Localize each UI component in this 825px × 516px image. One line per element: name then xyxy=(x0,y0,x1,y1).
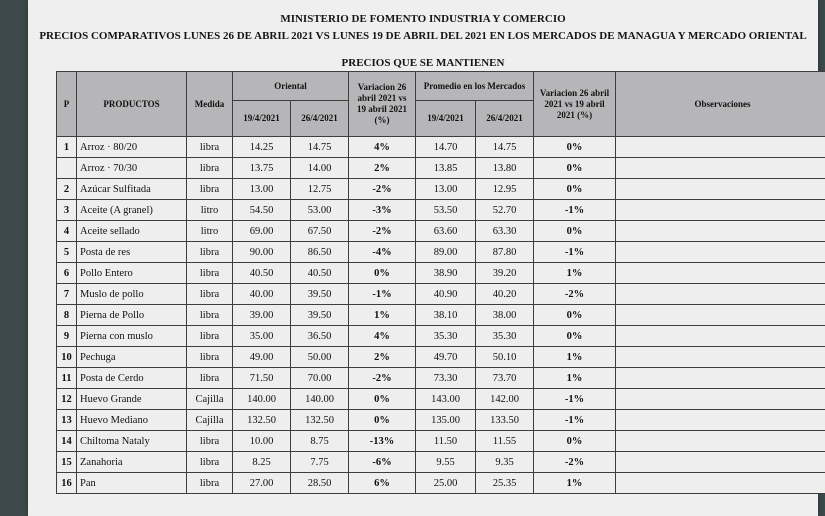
market-price-26: 133.50 xyxy=(476,410,534,431)
market-variation: -2% xyxy=(534,452,616,473)
oriental-variation: -13% xyxy=(349,431,416,452)
observations xyxy=(616,200,825,221)
observations xyxy=(616,431,825,452)
oriental-price-19: 39.00 xyxy=(233,305,291,326)
table-row xyxy=(57,221,825,242)
observations xyxy=(616,158,825,179)
market-variation: 0% xyxy=(534,137,616,158)
oriental-variation: 1% xyxy=(349,305,416,326)
product-name: Huevo Grande xyxy=(77,389,187,410)
row-number: 4 xyxy=(57,221,77,242)
row-number: 2 xyxy=(57,179,77,200)
market-variation: 1% xyxy=(534,347,616,368)
col-header-variacion: Variacion 26 abril 2021 vs 19 abril 2021 (%) xyxy=(349,72,416,137)
market-variation: 1% xyxy=(534,473,616,494)
product-name: Chiltoma Nataly xyxy=(77,431,187,452)
product-name: Zanahoria xyxy=(77,452,187,473)
unit: libra xyxy=(187,137,233,158)
oriental-variation: -4% xyxy=(349,242,416,263)
unit: libra xyxy=(187,242,233,263)
oriental-price-19: 8.25 xyxy=(233,452,291,473)
market-price-26: 12.95 xyxy=(476,179,534,200)
oriental-price-19: 132.50 xyxy=(233,410,291,431)
oriental-price-26: 39.50 xyxy=(291,284,349,305)
col-header-observaciones: Observaciones xyxy=(616,72,825,137)
product-name: Posta de Cerdo xyxy=(77,368,187,389)
market-price-26: 40.20 xyxy=(476,284,534,305)
unit: litro xyxy=(187,200,233,221)
oriental-price-19: 71.50 xyxy=(233,368,291,389)
oriental-price-26: 39.50 xyxy=(291,305,349,326)
oriental-price-26: 40.50 xyxy=(291,263,349,284)
col-header-p: P xyxy=(57,72,77,137)
product-name: Pechuga xyxy=(77,347,187,368)
unit: libra xyxy=(187,326,233,347)
table-row xyxy=(57,137,825,158)
market-price-26: 63.30 xyxy=(476,221,534,242)
product-name: Pierna de Pollo xyxy=(77,305,187,326)
row-number: 6 xyxy=(57,263,77,284)
market-price-19: 35.30 xyxy=(416,326,476,347)
oriental-price-26: 67.50 xyxy=(291,221,349,242)
oriental-price-26: 132.50 xyxy=(291,410,349,431)
market-variation: -1% xyxy=(534,389,616,410)
observations xyxy=(616,137,825,158)
table-row xyxy=(57,242,825,263)
market-price-19: 38.10 xyxy=(416,305,476,326)
market-price-26: 52.70 xyxy=(476,200,534,221)
market-price-19: 25.00 xyxy=(416,473,476,494)
col-header-medida: Medida xyxy=(187,72,233,137)
row-number: 16 xyxy=(57,473,77,494)
row-number: 15 xyxy=(57,452,77,473)
row-number: 14 xyxy=(57,431,77,452)
oriental-price-19: 14.25 xyxy=(233,137,291,158)
row-number: 9 xyxy=(57,326,77,347)
market-variation: -2% xyxy=(534,284,616,305)
oriental-price-19: 10.00 xyxy=(233,431,291,452)
market-price-19: 135.00 xyxy=(416,410,476,431)
market-variation: -1% xyxy=(534,410,616,431)
row-number: 7 xyxy=(57,284,77,305)
oriental-variation: 0% xyxy=(349,263,416,284)
table-row xyxy=(57,200,825,221)
product-name: Azúcar Sulfitada xyxy=(77,179,187,200)
row-number: 12 xyxy=(57,389,77,410)
market-price-26: 13.80 xyxy=(476,158,534,179)
observations xyxy=(616,389,825,410)
oriental-price-19: 90.00 xyxy=(233,242,291,263)
market-price-19: 53.50 xyxy=(416,200,476,221)
oriental-variation: 4% xyxy=(349,137,416,158)
observations xyxy=(616,368,825,389)
oriental-price-19: 54.50 xyxy=(233,200,291,221)
table-row xyxy=(57,326,825,347)
unit: libra xyxy=(187,179,233,200)
market-variation: -1% xyxy=(534,242,616,263)
oriental-variation: 4% xyxy=(349,326,416,347)
row-number: 1 xyxy=(57,137,77,158)
market-price-19: 73.30 xyxy=(416,368,476,389)
market-variation: 0% xyxy=(534,158,616,179)
oriental-price-19: 40.00 xyxy=(233,284,291,305)
unit: libra xyxy=(187,368,233,389)
observations xyxy=(616,263,825,284)
oriental-variation: 0% xyxy=(349,389,416,410)
table-row xyxy=(57,389,825,410)
oriental-price-26: 28.50 xyxy=(291,473,349,494)
observations xyxy=(616,473,825,494)
oriental-variation: 0% xyxy=(349,410,416,431)
row-number: 5 xyxy=(57,242,77,263)
table-row xyxy=(57,347,825,368)
unit: Cajilla xyxy=(187,389,233,410)
col-header-oriental-26: 26/4/2021 xyxy=(291,101,349,137)
unit: libra xyxy=(187,431,233,452)
observations xyxy=(616,179,825,200)
market-price-19: 89.00 xyxy=(416,242,476,263)
oriental-price-19: 13.75 xyxy=(233,158,291,179)
product-name: Arroz · 80/20 xyxy=(77,137,187,158)
observations xyxy=(616,410,825,431)
market-price-19: 13.00 xyxy=(416,179,476,200)
oriental-price-26: 12.75 xyxy=(291,179,349,200)
unit: libra xyxy=(187,284,233,305)
oriental-price-26: 86.50 xyxy=(291,242,349,263)
market-price-19: 14.70 xyxy=(416,137,476,158)
unit: libra xyxy=(187,347,233,368)
market-price-26: 39.20 xyxy=(476,263,534,284)
oriental-variation: 2% xyxy=(349,158,416,179)
oriental-price-26: 53.00 xyxy=(291,200,349,221)
product-name: Huevo Mediano xyxy=(77,410,187,431)
col-header-productos: PRODUCTOS xyxy=(77,72,187,137)
market-variation: 0% xyxy=(534,326,616,347)
market-price-26: 38.00 xyxy=(476,305,534,326)
market-price-19: 11.50 xyxy=(416,431,476,452)
observations xyxy=(616,284,825,305)
market-price-19: 13.85 xyxy=(416,158,476,179)
col-header-oriental-19: 19/4/2021 xyxy=(233,101,291,137)
product-name: Pollo Entero xyxy=(77,263,187,284)
oriental-price-19: 49.00 xyxy=(233,347,291,368)
col-header-oriental: Oriental xyxy=(233,72,349,101)
market-price-26: 11.55 xyxy=(476,431,534,452)
market-price-19: 40.90 xyxy=(416,284,476,305)
unit: libra xyxy=(187,452,233,473)
product-name: Pierna con muslo xyxy=(77,326,187,347)
observations xyxy=(616,305,825,326)
market-price-26: 142.00 xyxy=(476,389,534,410)
market-price-26: 9.35 xyxy=(476,452,534,473)
market-variation: 0% xyxy=(534,179,616,200)
table-row xyxy=(57,179,825,200)
table-row xyxy=(57,368,825,389)
table-row xyxy=(57,410,825,431)
market-variation: -1% xyxy=(534,200,616,221)
product-name: Arroz · 70/30 xyxy=(77,158,187,179)
unit: Cajilla xyxy=(187,410,233,431)
table-row xyxy=(57,431,825,452)
product-name: Aceite (A granel) xyxy=(77,200,187,221)
oriental-price-26: 70.00 xyxy=(291,368,349,389)
row-number xyxy=(57,158,77,179)
oriental-variation: -6% xyxy=(349,452,416,473)
ministry-title: MINISTERIO DE FOMENTO INDUSTRIA Y COMERCIO xyxy=(280,13,566,25)
market-price-26: 25.35 xyxy=(476,473,534,494)
observations xyxy=(616,221,825,242)
unit: litro xyxy=(187,221,233,242)
observations xyxy=(616,326,825,347)
market-variation: 0% xyxy=(534,431,616,452)
oriental-variation: -2% xyxy=(349,179,416,200)
table-row xyxy=(57,473,825,494)
oriental-price-26: 36.50 xyxy=(291,326,349,347)
market-variation: 1% xyxy=(534,368,616,389)
market-variation: 0% xyxy=(534,305,616,326)
oriental-price-26: 7.75 xyxy=(291,452,349,473)
price-table xyxy=(56,71,825,494)
market-price-26: 73.70 xyxy=(476,368,534,389)
oriental-variation: -1% xyxy=(349,284,416,305)
unit: libra xyxy=(187,473,233,494)
col-header-promedio-19: 19/4/2021 xyxy=(416,101,476,137)
oriental-price-19: 27.00 xyxy=(233,473,291,494)
unit: libra xyxy=(187,158,233,179)
oriental-price-19: 40.50 xyxy=(233,263,291,284)
oriental-variation: 2% xyxy=(349,347,416,368)
market-variation: 1% xyxy=(534,263,616,284)
oriental-price-19: 140.00 xyxy=(233,389,291,410)
oriental-variation: -3% xyxy=(349,200,416,221)
unit: libra xyxy=(187,263,233,284)
observations xyxy=(616,347,825,368)
market-price-19: 49.70 xyxy=(416,347,476,368)
product-name: Muslo de pollo xyxy=(77,284,187,305)
table-row xyxy=(57,263,825,284)
unit: libra xyxy=(187,305,233,326)
oriental-price-19: 35.00 xyxy=(233,326,291,347)
oriental-price-26: 14.00 xyxy=(291,158,349,179)
observations xyxy=(616,242,825,263)
row-number: 10 xyxy=(57,347,77,368)
market-price-26: 35.30 xyxy=(476,326,534,347)
table-row xyxy=(57,452,825,473)
oriental-price-19: 13.00 xyxy=(233,179,291,200)
table-header-row xyxy=(57,72,825,101)
market-price-26: 87.80 xyxy=(476,242,534,263)
product-name: Pan xyxy=(77,473,187,494)
market-price-19: 9.55 xyxy=(416,452,476,473)
report-title: PRECIOS COMPARATIVOS LUNES 26 DE ABRIL 2021 VS LUNES 19 DE ABRIL DEL 2021 EN LOS MERCADOS DE MANAGUA Y MERCADO ORIENTAL xyxy=(39,30,807,42)
row-number: 3 xyxy=(57,200,77,221)
oriental-variation: -2% xyxy=(349,368,416,389)
market-price-19: 38.90 xyxy=(416,263,476,284)
row-number: 11 xyxy=(57,368,77,389)
col-header-promedio: Promedio en los Mercados xyxy=(416,72,534,101)
observations xyxy=(616,452,825,473)
report-subtitle: PRECIOS QUE SE MANTIENEN xyxy=(341,57,505,69)
market-price-19: 63.60 xyxy=(416,221,476,242)
col-header-variacion2: Variacion 26 abril 2021 vs 19 abril 2021 (%) xyxy=(534,72,616,137)
market-price-19: 143.00 xyxy=(416,389,476,410)
oriental-price-26: 14.75 xyxy=(291,137,349,158)
row-number: 13 xyxy=(57,410,77,431)
col-header-promedio-26: 26/4/2021 xyxy=(476,101,534,137)
oriental-price-26: 140.00 xyxy=(291,389,349,410)
market-price-26: 14.75 xyxy=(476,137,534,158)
oriental-price-26: 50.00 xyxy=(291,347,349,368)
market-price-26: 50.10 xyxy=(476,347,534,368)
oriental-variation: -2% xyxy=(349,221,416,242)
oriental-price-26: 8.75 xyxy=(291,431,349,452)
row-number: 8 xyxy=(57,305,77,326)
document-page xyxy=(28,0,818,516)
market-variation: 0% xyxy=(534,221,616,242)
oriental-price-19: 69.00 xyxy=(233,221,291,242)
product-name: Aceite sellado xyxy=(77,221,187,242)
table-row xyxy=(57,284,825,305)
product-name: Posta de res xyxy=(77,242,187,263)
table-row xyxy=(57,158,825,179)
oriental-variation: 6% xyxy=(349,473,416,494)
table-row xyxy=(57,305,825,326)
